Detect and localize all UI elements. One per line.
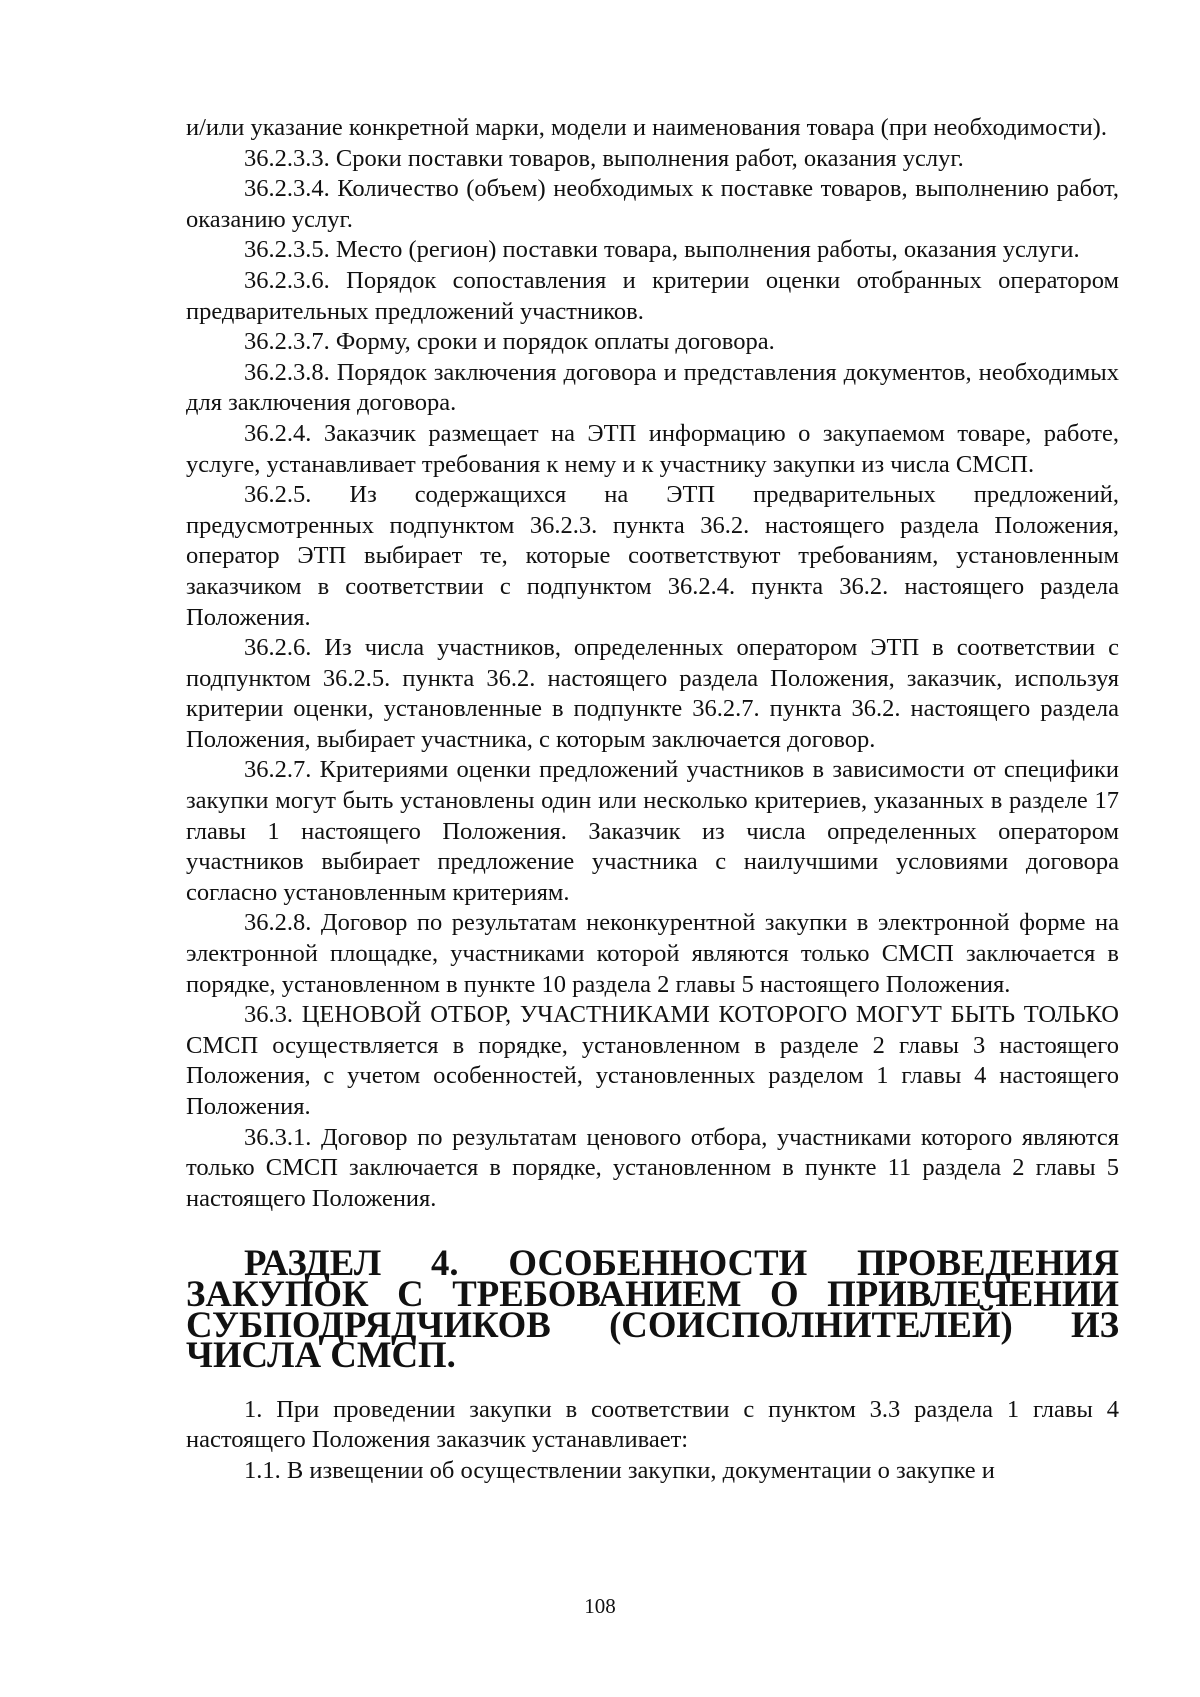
paragraph-36-2-5: 36.2.5. Из содержащихся на ЭТП предварительных предложений, предусмотренных подпунктом 36.2.3. пункта 36.2. настоящего раздела Положения, оператор ЭТП выбирает те, которые соответствуют требованиям, установленным заказчиком в соответствии с подпунктом 36.2.4. пункта 36.2. настоящего раздела Положения. — [186, 481, 1119, 631]
document-page — [186, 113, 1119, 1487]
paragraph-36-2-8: 36.2.8. Договор по результатам неконкурентной закупки в электронной форме на электронной площадке, участниками которой являются только СМСП заключается в порядке, установленном в пункте 10 раздела 2 главы 5 настоящего Положения. — [186, 909, 1119, 998]
paragraph-36-2-3-5: 36.2.3.5. Место (регион) поставки товара, выполнения работы, оказания услуги. — [244, 236, 1080, 264]
page-number: 108 — [584, 1594, 616, 1618]
paragraph-36-2-3-7: 36.2.3.7. Форму, сроки и порядок оплаты договора. — [244, 328, 775, 356]
paragraph-36-3-1: 36.3.1. Договор по результатам ценового отбора, участниками которого являются только СМСП заключается в порядке, установленном в пункте 11 раздела 2 главы 5 настоящего Положения. — [186, 1123, 1119, 1212]
paragraph-36-2-3-6: 36.2.3.6. Порядок сопоставления и критерии оценки отобранных оператором предварительных предложений участников. — [186, 266, 1119, 325]
paragraph-36-2-6: 36.2.6. Из числа участников, определенных оператором ЭТП в соответствии с подпунктом 36.2.5. пункта 36.2. настоящего раздела Положения, заказчик, используя критерии оценки, установленные в подпункте 36.2.7. пункта 36.2. настоящего раздела Положения, выбирает участника, с которым заключается договор. — [186, 634, 1119, 753]
paragraph-36-2-4: 36.2.4. Заказчик размещает на ЭТП информацию о закупаемом товаре, работе, услуге, устанавливает требования к нему и к участнику закупки из числа СМСП. — [186, 419, 1119, 478]
paragraph-1: 1. При проведении закупки в соответствии с пунктом 3.3 раздела 1 главы 4 настоящего Положения заказчик устанавливает: — [186, 1395, 1119, 1454]
paragraph-36-2-3-8: 36.2.3.8. Порядок заключения договора и представления документов, необходимых для заключения договора. — [186, 358, 1119, 417]
paragraph-36-2-7: 36.2.7. Критериями оценки предложений участников в зависимости от специфики закупки могут быть установлены один или несколько критериев, указанных в разделе 17 главы 1 настоящего Положения. Заказчик из числа определенных оператором участников выбирает предложение участника с наилучшими условиями договора согласно установленным критериям. — [186, 756, 1119, 906]
paragraph-36-2-3-4: 36.2.3.4. Количество (объем) необходимых к поставке товаров, выполнению работ, оказанию услуг. — [186, 175, 1119, 233]
paragraph-1-1: 1.1. В извещении об осуществлении закупки, документации о закупке и — [244, 1456, 995, 1484]
paragraph-36-3: 36.3. ЦЕНОВОЙ ОТБОР, УЧАСТНИКАМИ КОТОРОГО МОГУТ БЫТЬ ТОЛЬКО СМСП осуществляется в порядке, установленном в разделе 2 главы 3 настоящего Положения, с учетом особенностей, установленных разделом 1 главы 4 настоящего Положения. — [186, 1001, 1119, 1120]
paragraph-continuation: и/или указание конкретной марки, модели и наименования товара (при необходимости). — [186, 114, 1107, 141]
section-heading: РАЗДЕЛ 4. ОСОБЕННОСТИ ПРОВЕДЕНИЯ ЗАКУПОК С ТРЕБОВАНИЕМ О ПРИВЛЕЧЕНИИ СУБПОДРЯДЧИКОВ (СОИСПОЛНИТЕЛЕЙ) ИЗ ЧИСЛА СМСП. — [186, 1242, 1119, 1376]
paragraph-36-2-3-3: 36.2.3.3. Сроки поставки товаров, выполнения работ, оказания услуг. — [244, 144, 964, 172]
